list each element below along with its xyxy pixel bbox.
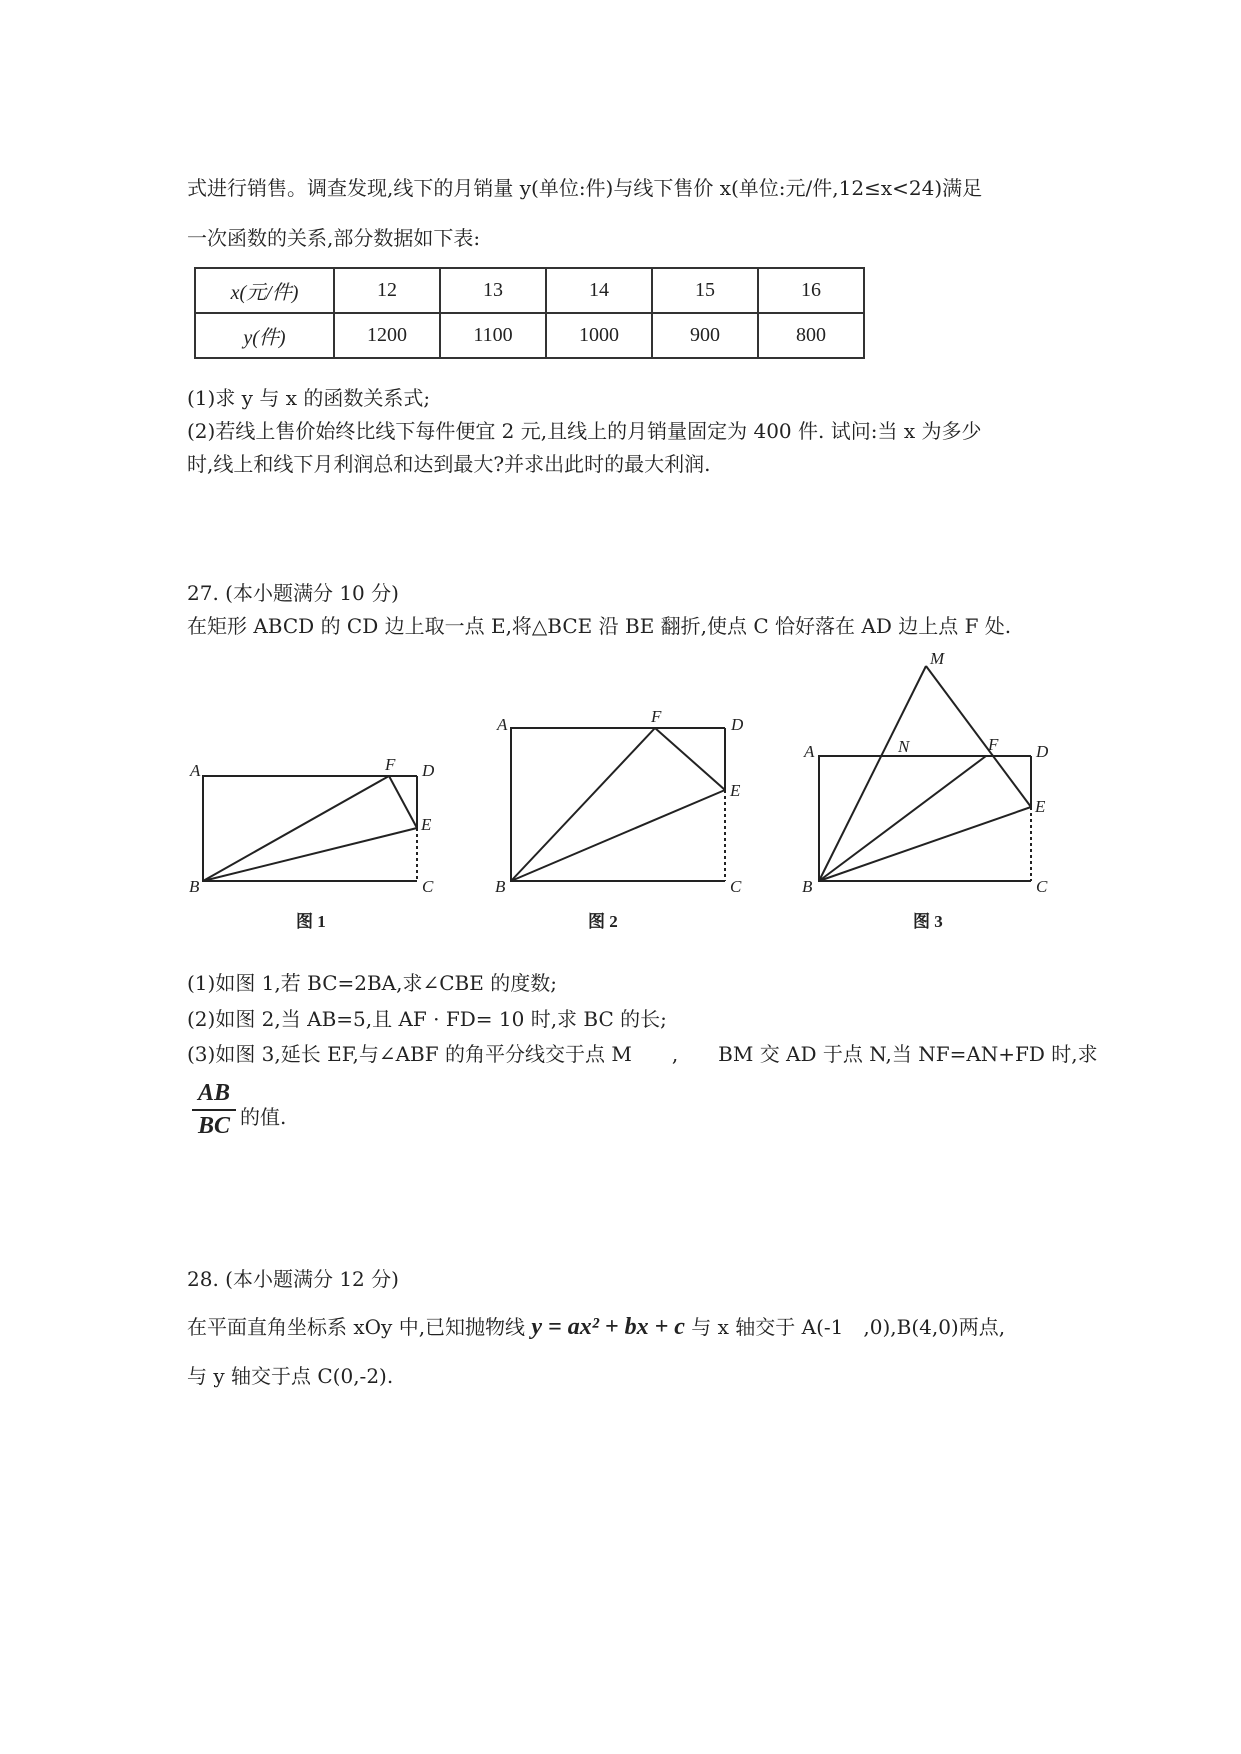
q28-line2: 与 y 轴交于点 C(0,-2). bbox=[187, 1364, 394, 1388]
figure-2 bbox=[511, 728, 725, 881]
table-header-x: x(元/件) bbox=[195, 268, 334, 313]
fig3-label-e: E bbox=[1035, 797, 1046, 816]
fig2-label-c: C bbox=[730, 877, 742, 896]
q26-part1: (1)求 y 与 x 的函数关系式; bbox=[187, 386, 431, 410]
table-cell: 800 bbox=[758, 313, 864, 358]
q28-line1-pre: 在平面直角坐标系 xOy 中,已知抛物线 bbox=[187, 1315, 526, 1339]
table-cell: 1200 bbox=[334, 313, 440, 358]
fig1-label-b: B bbox=[189, 877, 200, 896]
table-header-y: y(件) bbox=[195, 313, 334, 358]
table-cell: 15 bbox=[652, 268, 758, 313]
fig2-label-f: F bbox=[651, 707, 662, 726]
figure-3 bbox=[819, 666, 1031, 881]
fig1-caption: 图 1 bbox=[296, 912, 326, 931]
fig2-label-d: D bbox=[731, 715, 744, 734]
fig1-label-e: E bbox=[421, 815, 432, 834]
q27-part1: (1)如图 1,若 BC=2BA,求∠CBE 的度数; bbox=[187, 971, 557, 995]
fig2-label-a: A bbox=[497, 715, 508, 734]
fig3-label-f: F bbox=[988, 735, 999, 754]
parabola-formula: y = ax² + bx + c bbox=[531, 1314, 685, 1340]
figure-1 bbox=[203, 776, 417, 881]
fig1-label-d: D bbox=[422, 761, 435, 780]
table-cell: 1100 bbox=[440, 313, 546, 358]
q26-part2-line2: 时,线上和线下月利润总和达到最大?并求出此时的最大利润. bbox=[187, 452, 711, 476]
table-cell: 12 bbox=[334, 268, 440, 313]
q26-text-line2: 一次函数的关系,部分数据如下表: bbox=[187, 226, 481, 250]
table-cell: 16 bbox=[758, 268, 864, 313]
fig1-label-f: F bbox=[385, 755, 396, 774]
fig3-label-c: C bbox=[1036, 877, 1048, 896]
q28-line1 bbox=[187, 1311, 1005, 1341]
fraction-numerator: AB bbox=[192, 1080, 236, 1111]
q26-text-line1: 式进行销售。调查发现,线下的月销量 y(单位:件)与线下售价 x(单位:元/件,12≤x<24)满足 bbox=[187, 176, 983, 200]
q27-part3: (3)如图 3,延长 EF,与∠ABF 的角平分线交于点 M , BM 交 AD 于点 N,当 NF=AN+FD 时,求 bbox=[187, 1042, 1098, 1066]
fig2-caption: 图 2 bbox=[588, 912, 618, 931]
fraction-tail-text: 的值. bbox=[240, 1105, 287, 1129]
fig3-label-n: N bbox=[898, 737, 910, 756]
fig3-label-a: A bbox=[804, 742, 815, 761]
q28-heading: 28. (本小题满分 12 分) bbox=[187, 1267, 399, 1291]
fig2-label-b: B bbox=[495, 877, 506, 896]
q26-part2-line1: (2)若线上售价始终比线下每件便宜 2 元,且线上的月销量固定为 400 件. 试问:当 x 为多少 bbox=[187, 419, 982, 443]
table-cell: 1000 bbox=[546, 313, 652, 358]
fig1-label-c: C bbox=[422, 877, 434, 896]
fig3-label-b: B bbox=[802, 877, 813, 896]
table-cell: 14 bbox=[546, 268, 652, 313]
fig2-label-e: E bbox=[730, 781, 741, 800]
fig3-label-m: M bbox=[930, 649, 945, 668]
table-cell: 900 bbox=[652, 313, 758, 358]
q27-part2: (2)如图 2,当 AB=5,且 AF · FD= 10 时,求 BC 的长; bbox=[187, 1007, 667, 1031]
q28-line1-post: 与 x 轴交于 A(-1 ,0),B(4,0)两点, bbox=[691, 1315, 1006, 1339]
fraction-ab-bc bbox=[192, 1080, 236, 1140]
q27-heading: 27. (本小题满分 10 分) bbox=[187, 581, 399, 605]
fraction-denominator: BC bbox=[197, 1113, 230, 1139]
fig3-label-d: D bbox=[1036, 742, 1049, 761]
table-cell: 13 bbox=[440, 268, 546, 313]
q27-intro: 在矩形 ABCD 的 CD 边上取一点 E,将△BCE 沿 BE 翻折,使点 C 恰好落在 AD 边上点 F 处. bbox=[187, 614, 1012, 638]
fig3-caption: 图 3 bbox=[913, 912, 943, 931]
fig1-label-a: A bbox=[190, 761, 201, 780]
